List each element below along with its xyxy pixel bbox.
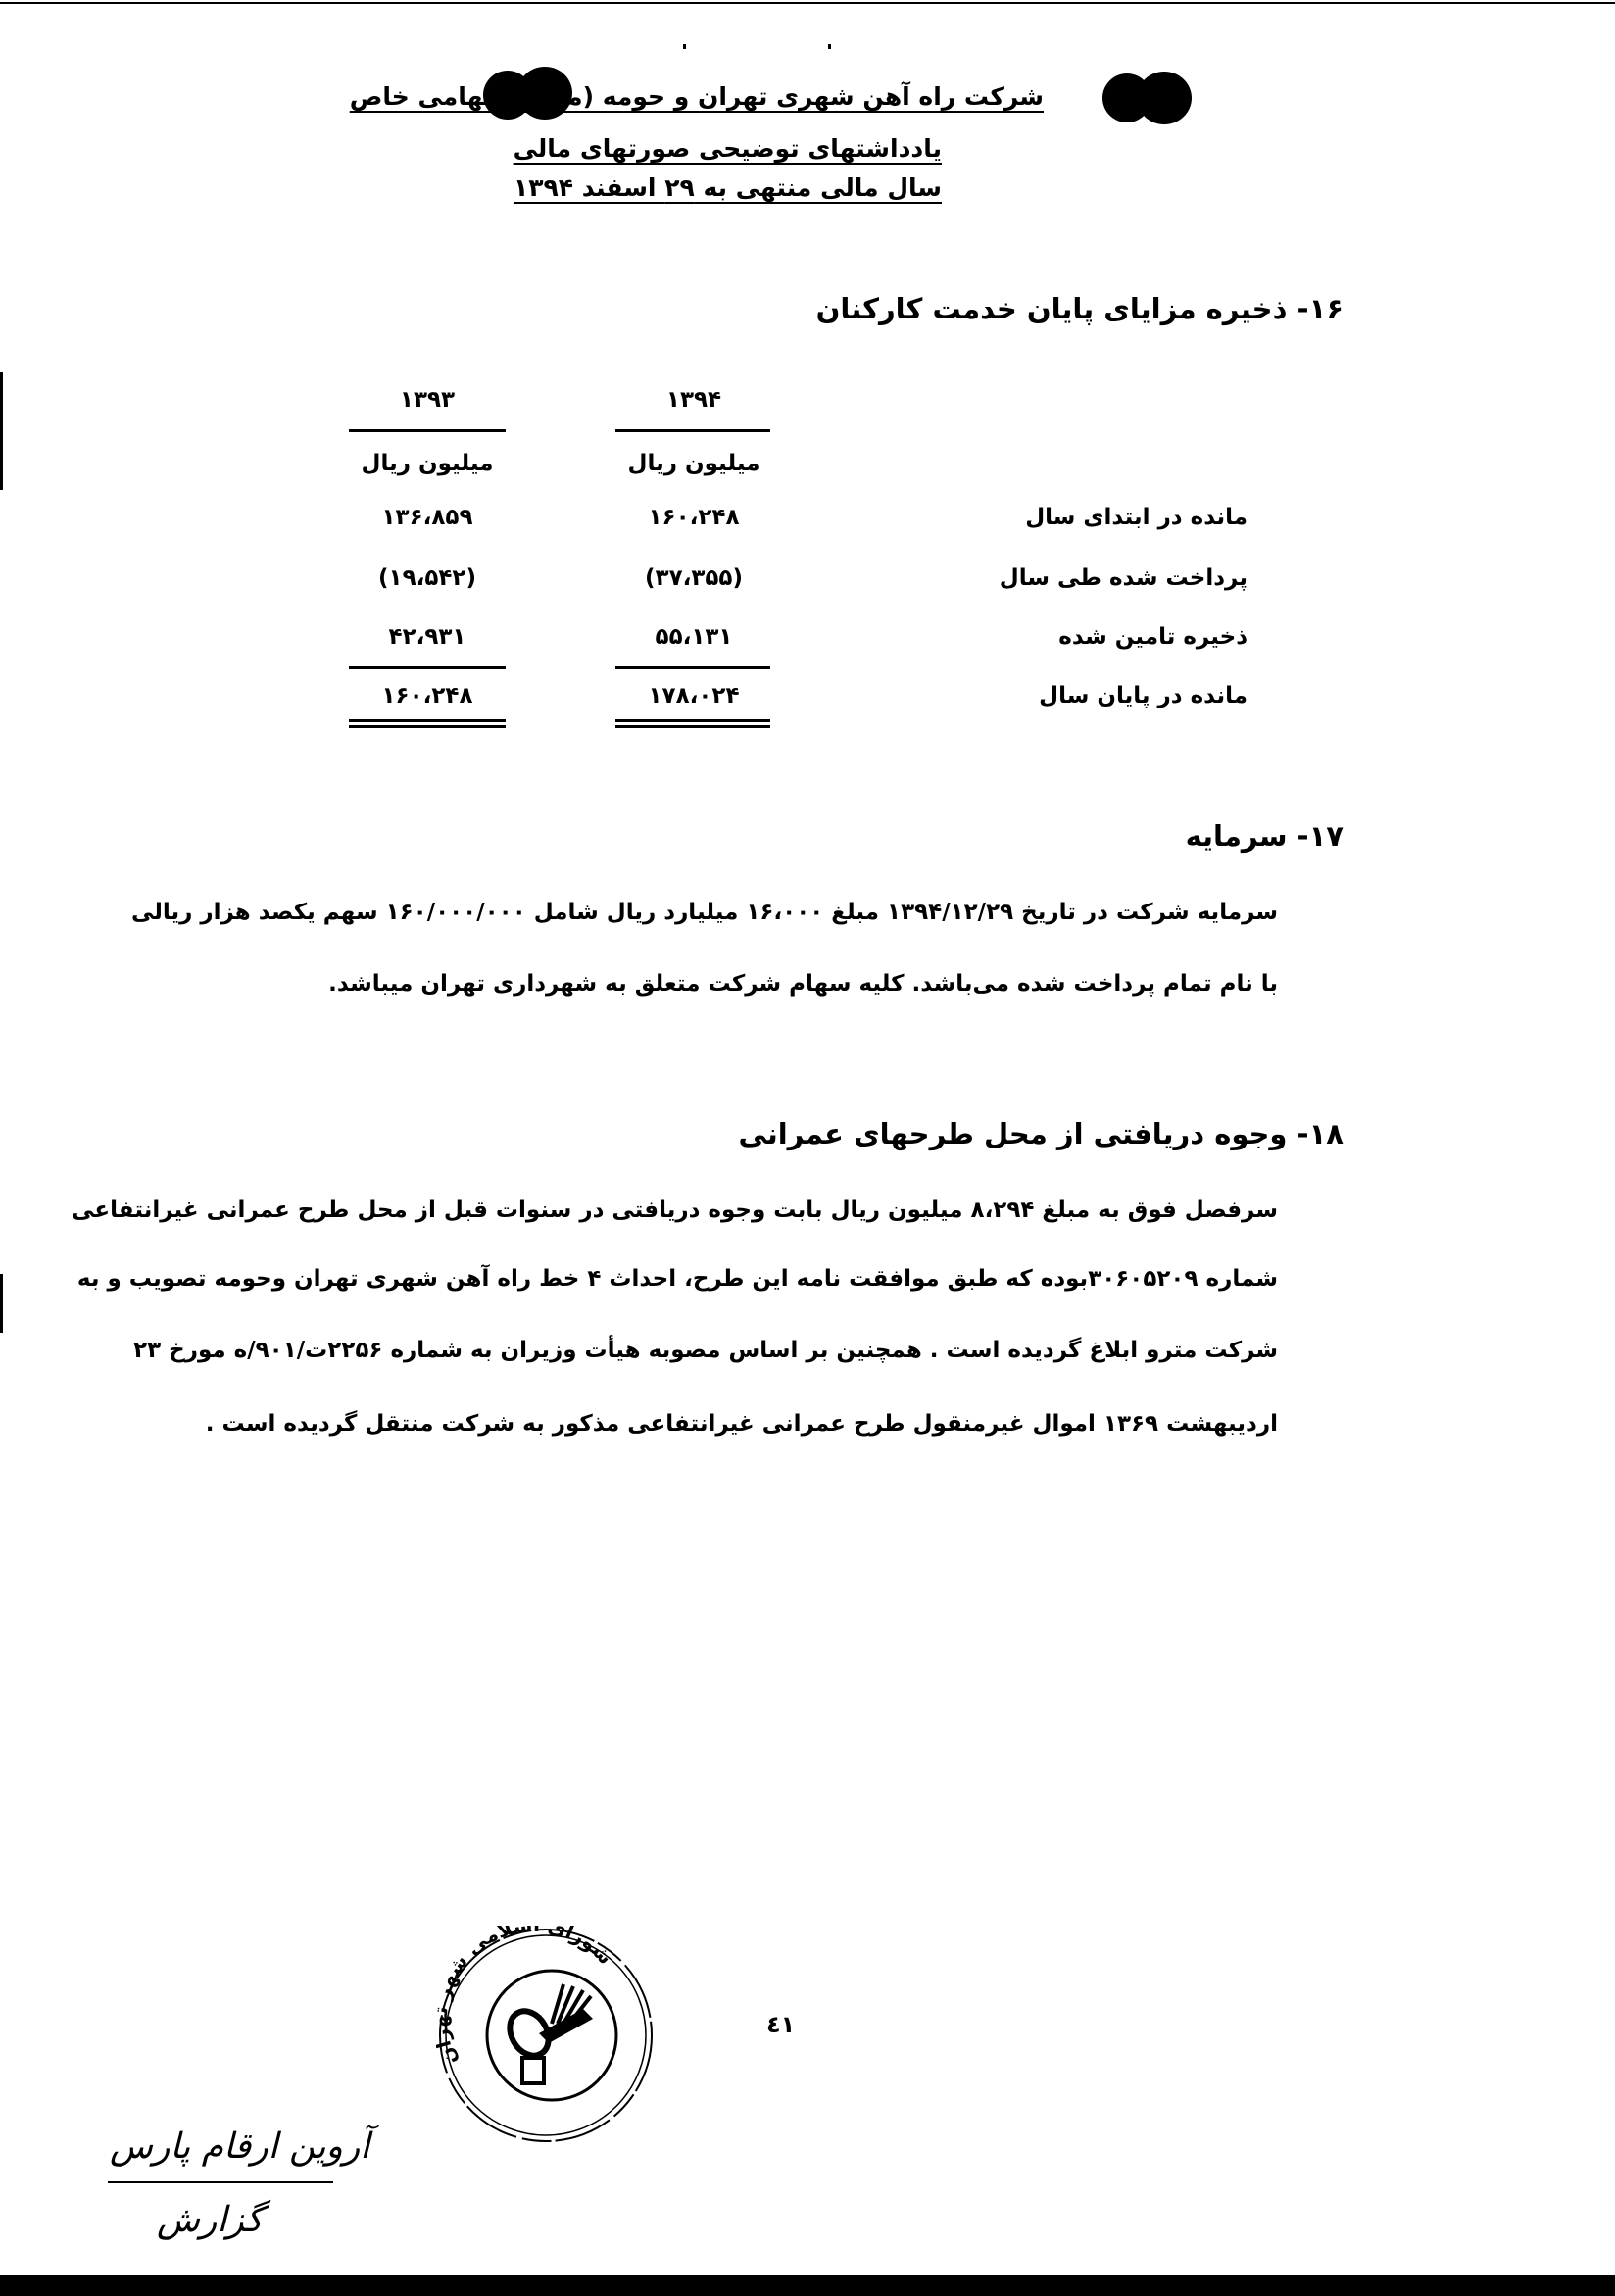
page-number: ٤١	[766, 2011, 796, 2038]
col-year-1393: ۱۳۹۳	[399, 387, 456, 413]
total-value: ۱۶۰،۲۴۸	[381, 683, 473, 708]
col-unit: میلیون ریال	[361, 451, 494, 476]
row-label: مانده در ابتدای سال	[1025, 505, 1248, 530]
left-border	[0, 372, 3, 490]
signature-rule	[108, 2181, 333, 2183]
scan-dot	[828, 44, 831, 49]
row-value: ۱۶۰،۲۴۸	[648, 505, 740, 530]
signature-label: گزارش	[157, 2200, 264, 2240]
row-value: ۴۲،۹۳۱	[388, 624, 466, 650]
company-name: شرکت راه آهن شهری تهران و حومه (مترو) سهامی خاص	[349, 82, 1044, 111]
total-label: مانده در پایان سال	[1039, 683, 1248, 708]
note18-line: شرکت مترو ابلاغ گردیده است . همچنین بر اساس مصوبه هیأت وزیران به شماره ۲۲۵۶ت/۹۰۱/ه مورخ ۲۳	[133, 1338, 1278, 1363]
scan-dot	[683, 44, 686, 49]
row-label: ذخیره تامین شده	[1058, 624, 1248, 650]
fiscal-period: سال مالی منتهی به ۲۹ اسفند ۱۳۹۴	[513, 173, 942, 202]
total-value: ۱۷۸،۰۲۴	[648, 683, 740, 708]
row-value: (۱۹،۵۴۲)	[378, 565, 476, 591]
left-border	[0, 1274, 3, 1333]
col-underline	[349, 429, 506, 432]
note17-line: سرمایه شرکت در تاریخ ۱۳۹۴/۱۲/۲۹ مبلغ ۱۶،۰۰۰ میلیارد ریال شامل ۱۶۰/۰۰۰/۰۰۰ سهم یکصد هزار ریالی	[130, 900, 1278, 925]
row-value: (۳۷،۳۵۵)	[645, 565, 743, 591]
note18-title: ۱۸- وجوه دریافتی از محل طرحهای عمرانی	[738, 1117, 1344, 1150]
document-subtitle: یادداشتهای توضیحی صورتهای مالی	[513, 134, 942, 163]
note16-title: ۱۶- ذخیره مزایای پایان خدمت کارکنان	[815, 292, 1344, 325]
svg-text:شورای اسلامی شهر تهران: شورای اسلامی شه ن	[436, 1926, 618, 2070]
note18-line: شماره ۳۰۶۰۵۲۰۹بوده که طبق موافقت نامه این طرح، احداث ۴ خط راه آهن شهری تهران وحومه تصویب و به	[76, 1266, 1278, 1292]
note18-line: اردیبهشت ۱۳۶۹ اموال غیرمنقول طرح عمرانی غیرانتفاعی مذکور به شرکت منتقل گردیده است .	[205, 1411, 1278, 1437]
note17-line: با نام تمام پرداخت شده می‌باشد. کلیه سهام شرکت متعلق به شهرداری تهران میباشد.	[328, 971, 1278, 997]
note18-line: سرفصل فوق به مبلغ ۸،۲۹۴ میلیون ریال بابت وجوه دریافتی در سنوات قبل از محل طرح عمرانی غیرانتفاعی	[72, 1197, 1278, 1223]
row-value: ۵۵،۱۳۱	[655, 624, 733, 650]
bottom-bar	[0, 2275, 1615, 2296]
council-seal	[436, 1926, 656, 2145]
double-rule	[615, 719, 770, 728]
subtotal-rule	[349, 666, 506, 669]
col-unit: میلیون ریال	[627, 451, 760, 476]
note17-title: ۱۷- سرمایه	[1185, 819, 1344, 853]
col-underline	[615, 429, 770, 432]
double-rule	[349, 719, 506, 728]
auditor-signature: آروین ارقام پارس	[110, 2126, 370, 2167]
subtotal-rule	[615, 666, 770, 669]
top-border	[0, 2, 1615, 4]
row-value: ۱۳۶،۸۵۹	[381, 505, 473, 530]
redaction-blob	[1137, 72, 1192, 124]
col-year-1394: ۱۳۹۴	[665, 387, 722, 413]
row-label: پرداخت شده طی سال	[999, 565, 1248, 591]
